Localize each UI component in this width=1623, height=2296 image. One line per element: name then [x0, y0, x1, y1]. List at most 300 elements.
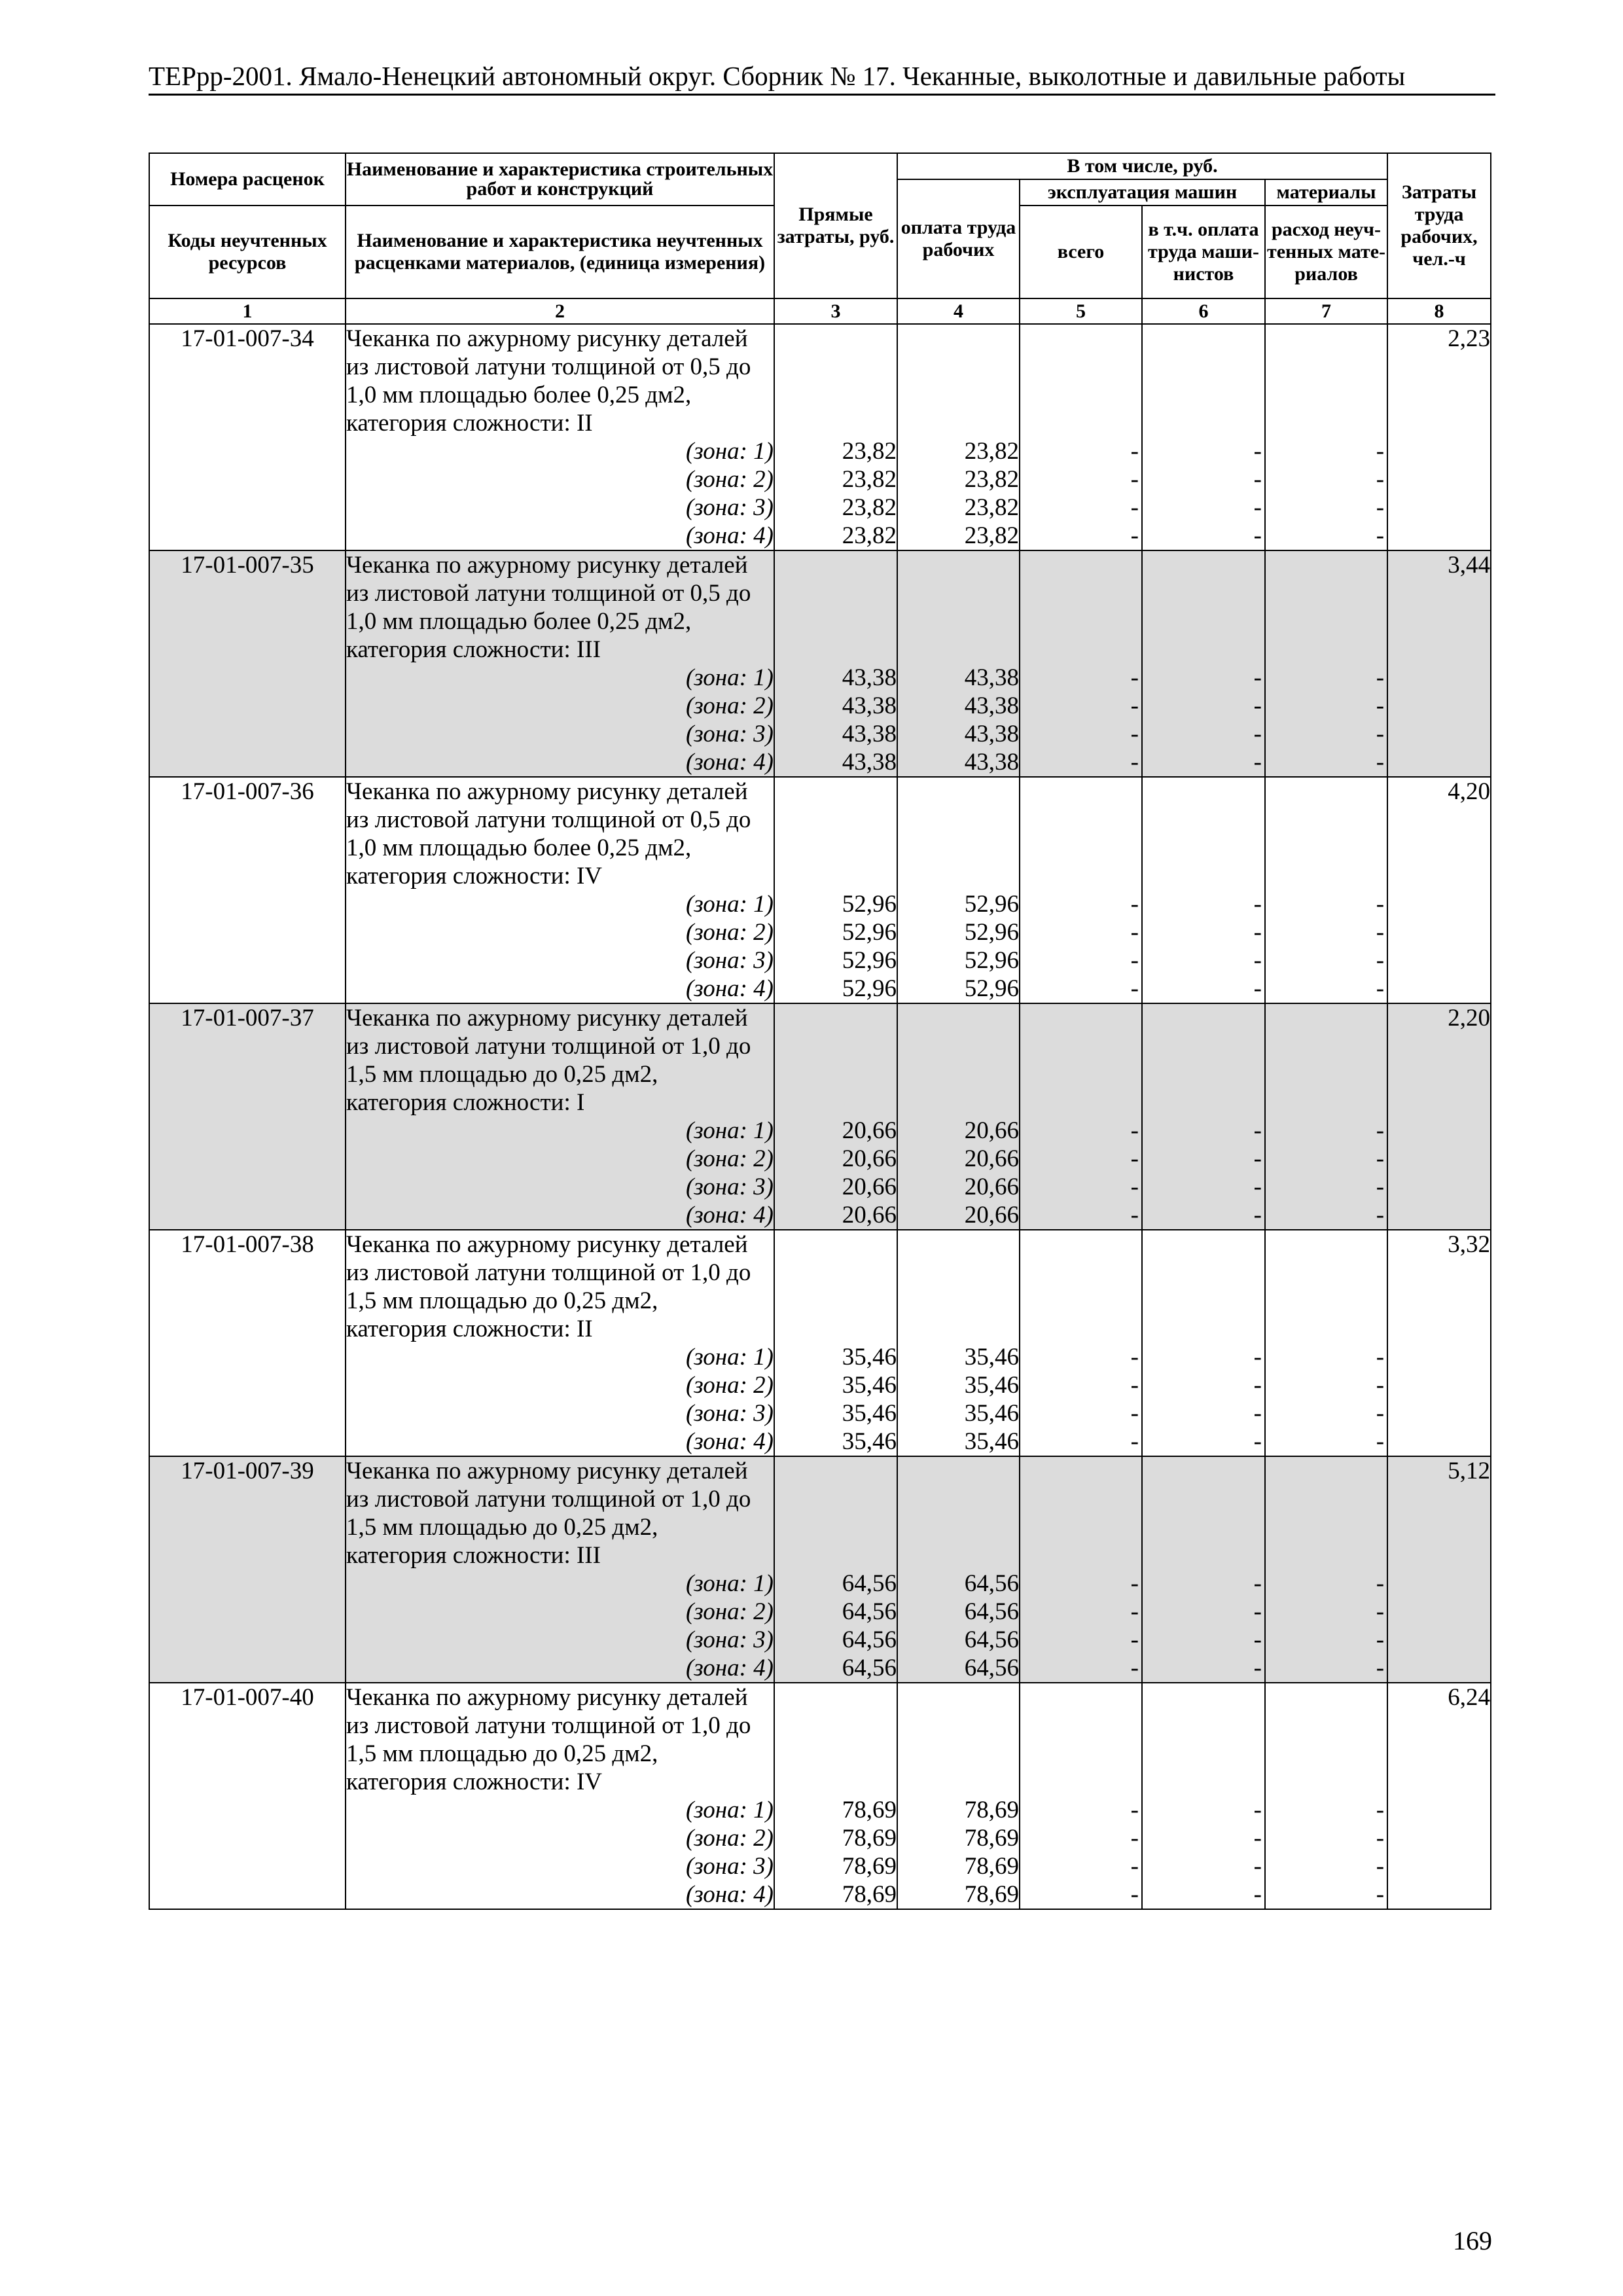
spacer	[1266, 353, 1387, 381]
spacer	[1143, 636, 1264, 664]
zone-label: (зона: 1)	[685, 438, 774, 465]
rate-code-cell	[149, 324, 346, 550]
description-line: категория сложности: IV	[346, 1768, 603, 1795]
spacer	[775, 806, 897, 834]
spacer	[1143, 607, 1264, 636]
spacer	[898, 1230, 1019, 1259]
spacer	[1143, 1768, 1264, 1796]
spacer	[898, 551, 1019, 579]
workers-wages-value: 52,96	[964, 891, 1019, 918]
direct-cost-cell	[774, 777, 897, 1003]
machines-total-value: -	[1130, 721, 1139, 747]
zone-label: (зона: 4)	[685, 1881, 774, 1908]
spacer	[898, 1287, 1019, 1315]
description-line: категория сложности: II	[346, 410, 593, 437]
spacer	[1020, 1060, 1141, 1088]
spacer	[775, 353, 897, 381]
direct-cost-cell	[774, 1003, 897, 1230]
materials-usage-cell	[1265, 1683, 1387, 1909]
spacer	[775, 1259, 897, 1287]
table-row	[149, 1456, 1491, 1683]
machines-total-value: -	[1130, 1626, 1139, 1653]
spacer	[1020, 1712, 1141, 1740]
spacer	[1266, 1287, 1387, 1315]
materials-usage-cell	[1265, 1456, 1387, 1683]
spacer	[898, 1712, 1019, 1740]
operators-wages-cell	[1142, 1003, 1265, 1230]
header-materials-name: Наименование и характеристика неучтенных расценками материалов, (единица измерения)	[346, 206, 774, 298]
spacer	[1266, 1315, 1387, 1343]
machines-total-value: -	[1130, 947, 1139, 974]
spacer	[1020, 1004, 1141, 1032]
labor-cost-cell	[1387, 777, 1491, 1003]
spacer	[1143, 834, 1264, 862]
labor-cost-cell	[1387, 1003, 1491, 1230]
materials-usage-value: -	[1376, 1853, 1385, 1880]
spacer	[1020, 325, 1141, 353]
materials-usage-value: -	[1376, 749, 1385, 776]
operators-wages-value: -	[1253, 438, 1262, 465]
description-line: категория сложности: I	[346, 1089, 585, 1116]
operators-wages-value: -	[1253, 1881, 1262, 1908]
materials-usage-value: -	[1376, 1598, 1385, 1625]
direct-cost-value: 64,56	[842, 1655, 897, 1681]
operators-wages-value: -	[1253, 1174, 1262, 1200]
spacer	[775, 636, 897, 664]
machines-total-value: -	[1130, 749, 1139, 776]
description-line: Чеканка по ажурному рисунку деталей	[346, 1005, 748, 1031]
spacer	[775, 579, 897, 607]
column-number: 4	[897, 298, 1020, 324]
description-line: из листовой латуни толщиной от 1,0 до	[346, 1033, 751, 1060]
description-line: из листовой латуни толщиной от 1,0 до	[346, 1712, 751, 1739]
direct-cost-cell	[774, 1456, 897, 1683]
direct-cost-value: 23,82	[842, 466, 897, 493]
materials-usage-value: -	[1376, 494, 1385, 521]
workers-wages-value: 52,96	[964, 975, 1019, 1002]
machines-total-value: -	[1130, 1428, 1139, 1455]
spacer	[775, 551, 897, 579]
description-line: Чеканка по ажурному рисунку деталей	[346, 1231, 748, 1258]
workers-wages-value: 64,56	[964, 1570, 1019, 1597]
spacer	[1143, 579, 1264, 607]
column-number: 6	[1142, 298, 1265, 324]
direct-cost-cell	[774, 324, 897, 550]
spacer	[898, 1485, 1019, 1513]
workers-wages-value: 43,38	[964, 664, 1019, 691]
materials-usage-value: -	[1376, 947, 1385, 974]
rate-code: 17-01-007-36	[181, 778, 314, 805]
description-line: 1,0 мм площадью более 0,25 дм2,	[346, 834, 692, 861]
direct-cost-value: 64,56	[842, 1626, 897, 1653]
materials-usage-value: -	[1376, 1797, 1385, 1823]
spacer	[898, 409, 1019, 437]
description-cell	[346, 1230, 774, 1456]
table-row	[149, 550, 1491, 777]
zone-label: (зона: 1)	[685, 1117, 774, 1144]
spacer	[898, 1513, 1019, 1541]
description-line: Чеканка по ажурному рисунку деталей	[346, 778, 748, 805]
description-line: категория сложности: III	[346, 636, 601, 663]
operators-wages-value: -	[1253, 1797, 1262, 1823]
zone-label: (зона: 1)	[685, 891, 774, 918]
workers-wages-cell	[897, 324, 1020, 550]
materials-usage-cell	[1265, 550, 1387, 777]
column-number: 8	[1387, 298, 1491, 324]
description-cell	[346, 1456, 774, 1683]
spacer	[1143, 1060, 1264, 1088]
spacer	[1143, 1712, 1264, 1740]
spacer	[775, 1712, 897, 1740]
spacer	[775, 1004, 897, 1032]
labor-cost-value: 2,23	[1448, 325, 1491, 352]
spacer	[898, 353, 1019, 381]
spacer	[898, 579, 1019, 607]
workers-wages-value: 52,96	[964, 919, 1019, 946]
operators-wages-value: -	[1253, 749, 1262, 776]
direct-cost-value: 35,46	[842, 1344, 897, 1371]
zone-label: (зона: 3)	[685, 1174, 774, 1200]
machines-total-cell	[1020, 550, 1142, 777]
materials-usage-value: -	[1376, 891, 1385, 918]
spacer	[775, 1287, 897, 1315]
workers-wages-value: 35,46	[964, 1428, 1019, 1455]
spacer	[1020, 353, 1141, 381]
spacer	[1020, 381, 1141, 409]
machines-total-value: -	[1130, 1400, 1139, 1427]
spacer	[1143, 1541, 1264, 1570]
operators-wages-value: -	[1253, 466, 1262, 493]
direct-cost-value: 78,69	[842, 1853, 897, 1880]
workers-wages-value: 64,56	[964, 1655, 1019, 1681]
materials-usage-value: -	[1376, 438, 1385, 465]
direct-cost-value: 78,69	[842, 1825, 897, 1852]
spacer	[1143, 1004, 1264, 1032]
workers-wages-value: 43,38	[964, 749, 1019, 776]
spacer	[1143, 1513, 1264, 1541]
spacer	[1266, 1485, 1387, 1513]
labor-cost-cell	[1387, 1683, 1491, 1909]
zone-label: (зона: 3)	[685, 1626, 774, 1653]
spacer	[775, 1541, 897, 1570]
spacer	[775, 1032, 897, 1060]
spacer	[1020, 607, 1141, 636]
operators-wages-cell	[1142, 777, 1265, 1003]
spacer	[1020, 1457, 1141, 1485]
direct-cost-value: 43,38	[842, 692, 897, 719]
workers-wages-value: 35,46	[964, 1400, 1019, 1427]
spacer	[1266, 1683, 1387, 1712]
workers-wages-value: 78,69	[964, 1797, 1019, 1823]
zone-label: (зона: 1)	[685, 1797, 774, 1823]
spacer	[1020, 1740, 1141, 1768]
labor-cost-value: 6,24	[1448, 1684, 1491, 1711]
column-number: 7	[1265, 298, 1387, 324]
operators-wages-value: -	[1253, 1428, 1262, 1455]
operators-wages-value: -	[1253, 1570, 1262, 1597]
direct-cost-value: 23,82	[842, 438, 897, 465]
spacer	[1143, 551, 1264, 579]
labor-cost-value: 4,20	[1448, 778, 1491, 805]
column-number: 1	[149, 298, 346, 324]
spacer	[1266, 1259, 1387, 1287]
machines-total-cell	[1020, 1230, 1142, 1456]
workers-wages-value: 23,82	[964, 522, 1019, 549]
rate-code-cell	[149, 1230, 346, 1456]
spacer	[1266, 1712, 1387, 1740]
spacer	[1143, 1287, 1264, 1315]
zone-label: (зона: 1)	[685, 1570, 774, 1597]
spacer	[1143, 381, 1264, 409]
workers-wages-value: 78,69	[964, 1881, 1019, 1908]
column-number: 5	[1020, 298, 1142, 324]
workers-wages-value: 20,66	[964, 1174, 1019, 1200]
spacer	[898, 1768, 1019, 1796]
spacer	[1020, 1485, 1141, 1513]
materials-usage-value: -	[1376, 1570, 1385, 1597]
description-line: 1,5 мм площадью до 0,25 дм2,	[346, 1287, 658, 1314]
spacer	[898, 1032, 1019, 1060]
operators-wages-cell	[1142, 1230, 1265, 1456]
materials-usage-value: -	[1376, 1145, 1385, 1172]
spacer	[898, 834, 1019, 862]
description-line: Чеканка по ажурному рисунку деталей	[346, 1684, 748, 1711]
spacer	[1266, 636, 1387, 664]
rates-table	[149, 152, 1491, 1910]
spacer	[1266, 1060, 1387, 1088]
description-cell	[346, 324, 774, 550]
labor-cost-cell	[1387, 1456, 1491, 1683]
direct-cost-value: 78,69	[842, 1797, 897, 1823]
workers-wages-cell	[897, 1683, 1020, 1909]
direct-cost-value: 52,96	[842, 891, 897, 918]
description-cell	[346, 550, 774, 777]
machines-total-value: -	[1130, 1655, 1139, 1681]
spacer	[1143, 1259, 1264, 1287]
machines-total-value: -	[1130, 494, 1139, 521]
direct-cost-value: 43,38	[842, 664, 897, 691]
spacer	[1143, 353, 1264, 381]
spacer	[1143, 1683, 1264, 1712]
operators-wages-value: -	[1253, 721, 1262, 747]
table-body	[149, 324, 1491, 1909]
materials-usage-value: -	[1376, 1372, 1385, 1399]
spacer	[1143, 1740, 1264, 1768]
description-line: категория сложности: IV	[346, 863, 603, 889]
machines-total-value: -	[1130, 1825, 1139, 1852]
machines-total-value: -	[1130, 1881, 1139, 1908]
workers-wages-value: 64,56	[964, 1598, 1019, 1625]
machines-total-value: -	[1130, 975, 1139, 1002]
spacer	[898, 1457, 1019, 1485]
spacer	[1020, 1230, 1141, 1259]
workers-wages-value: 78,69	[964, 1825, 1019, 1852]
spacer	[1266, 1513, 1387, 1541]
machines-total-cell	[1020, 1456, 1142, 1683]
machines-total-value: -	[1130, 466, 1139, 493]
spacer	[1020, 409, 1141, 437]
spacer	[1143, 778, 1264, 806]
spacer	[1266, 381, 1387, 409]
workers-wages-value: 35,46	[964, 1344, 1019, 1371]
operators-wages-value: -	[1253, 1626, 1262, 1653]
zone-label: (зона: 3)	[685, 494, 774, 521]
table-row	[149, 324, 1491, 550]
spacer	[775, 381, 897, 409]
spacer	[1266, 1032, 1387, 1060]
zone-label: (зона: 4)	[685, 749, 774, 776]
labor-cost-value: 2,20	[1448, 1005, 1491, 1031]
header-rate-numbers: Номера расценок	[149, 153, 346, 206]
spacer	[1143, 806, 1264, 834]
spacer	[775, 1485, 897, 1513]
operators-wages-value: -	[1253, 1598, 1262, 1625]
spacer	[775, 834, 897, 862]
rate-code-cell	[149, 1003, 346, 1230]
spacer	[1143, 1485, 1264, 1513]
spacer	[775, 1513, 897, 1541]
description-line: категория сложности: III	[346, 1542, 601, 1569]
table-row	[149, 777, 1491, 1003]
machines-total-value: -	[1130, 1372, 1139, 1399]
labor-cost-value: 5,12	[1448, 1458, 1491, 1484]
direct-cost-value: 23,82	[842, 522, 897, 549]
rate-code: 17-01-007-40	[181, 1684, 314, 1711]
zone-label: (зона: 1)	[685, 1344, 774, 1371]
description-line: из листовой латуни толщиной от 1,0 до	[346, 1486, 751, 1513]
operators-wages-value: -	[1253, 1117, 1262, 1144]
operators-wages-value: -	[1253, 1655, 1262, 1681]
machines-total-value: -	[1130, 1598, 1139, 1625]
header-workers-wages: оплата труда рабочих	[897, 179, 1020, 298]
operators-wages-value: -	[1253, 1400, 1262, 1427]
materials-usage-value: -	[1376, 1117, 1385, 1144]
spacer	[1143, 1032, 1264, 1060]
workers-wages-cell	[897, 1230, 1020, 1456]
header-machines-total: всего	[1020, 206, 1142, 298]
direct-cost-value: 20,66	[842, 1145, 897, 1172]
operators-wages-value: -	[1253, 975, 1262, 1002]
spacer	[898, 1315, 1019, 1343]
spacer	[775, 1457, 897, 1485]
zone-label: (зона: 3)	[685, 1400, 774, 1427]
direct-cost-value: 52,96	[842, 947, 897, 974]
description-line: 1,5 мм площадью до 0,25 дм2,	[346, 1514, 658, 1541]
materials-usage-value: -	[1376, 919, 1385, 946]
description-line: 1,5 мм площадью до 0,25 дм2,	[346, 1061, 658, 1088]
direct-cost-value: 20,66	[842, 1202, 897, 1229]
spacer	[1020, 1541, 1141, 1570]
direct-cost-value: 23,82	[842, 494, 897, 521]
spacer	[1266, 1230, 1387, 1259]
operators-wages-value: -	[1253, 1853, 1262, 1880]
zone-label: (зона: 2)	[685, 1372, 774, 1399]
spacer	[1266, 778, 1387, 806]
spacer	[1266, 579, 1387, 607]
workers-wages-value: 35,46	[964, 1372, 1019, 1399]
spacer	[1143, 409, 1264, 437]
materials-usage-value: -	[1376, 1626, 1385, 1653]
direct-cost-value: 64,56	[842, 1570, 897, 1597]
machines-total-value: -	[1130, 1853, 1139, 1880]
spacer	[775, 1315, 897, 1343]
workers-wages-value: 20,66	[964, 1202, 1019, 1229]
description-line: 1,0 мм площадью более 0,25 дм2,	[346, 382, 692, 408]
labor-cost-cell	[1387, 324, 1491, 550]
operators-wages-value: -	[1253, 1145, 1262, 1172]
spacer	[775, 325, 897, 353]
machines-total-value: -	[1130, 1202, 1139, 1229]
spacer	[775, 1230, 897, 1259]
operators-wages-value: -	[1253, 919, 1262, 946]
operators-wages-value: -	[1253, 692, 1262, 719]
spacer	[898, 1541, 1019, 1570]
machines-total-value: -	[1130, 1117, 1139, 1144]
header-rule	[149, 94, 1495, 96]
materials-usage-value: -	[1376, 721, 1385, 747]
table-row	[149, 1683, 1491, 1909]
operators-wages-cell	[1142, 1456, 1265, 1683]
labor-cost-value: 3,32	[1448, 1231, 1491, 1258]
description-line: из листовой латуни толщиной от 0,5 до	[346, 806, 751, 833]
workers-wages-value: 43,38	[964, 692, 1019, 719]
spacer	[898, 778, 1019, 806]
materials-usage-value: -	[1376, 692, 1385, 719]
spacer	[1020, 1287, 1141, 1315]
table-row	[149, 1003, 1491, 1230]
spacer	[898, 1060, 1019, 1088]
spacer	[1266, 1004, 1387, 1032]
spacer	[775, 778, 897, 806]
labor-cost-cell	[1387, 550, 1491, 777]
rate-code: 17-01-007-37	[181, 1005, 314, 1031]
zone-label: (зона: 2)	[685, 692, 774, 719]
description-line: Чеканка по ажурному рисунку деталей	[346, 325, 748, 352]
description-cell	[346, 1683, 774, 1909]
zone-label: (зона: 4)	[685, 522, 774, 549]
spacer	[1020, 551, 1141, 579]
machines-total-value: -	[1130, 1570, 1139, 1597]
spacer	[898, 636, 1019, 664]
column-number: 2	[346, 298, 774, 324]
spacer	[775, 1683, 897, 1712]
rate-code-cell	[149, 1683, 346, 1909]
spacer	[1020, 636, 1141, 664]
spacer	[1266, 1768, 1387, 1796]
machines-total-value: -	[1130, 692, 1139, 719]
machines-total-value: -	[1130, 1174, 1139, 1200]
rate-code-cell	[149, 777, 346, 1003]
spacer	[1020, 1259, 1141, 1287]
operators-wages-value: -	[1253, 1372, 1262, 1399]
materials-usage-cell	[1265, 1230, 1387, 1456]
direct-cost-value: 78,69	[842, 1881, 897, 1908]
spacer	[1020, 1032, 1141, 1060]
spacer	[1143, 1457, 1264, 1485]
workers-wages-cell	[897, 1003, 1020, 1230]
description-line: из листовой латуни толщиной от 0,5 до	[346, 353, 751, 380]
workers-wages-value: 52,96	[964, 947, 1019, 974]
spacer	[1020, 1315, 1141, 1343]
description-line: из листовой латуни толщиной от 1,0 до	[346, 1259, 751, 1286]
operators-wages-value: -	[1253, 522, 1262, 549]
spacer	[898, 1088, 1019, 1117]
header-operators-wages: в т.ч. оплата труда маши-нистов	[1142, 206, 1265, 298]
spacer	[1143, 325, 1264, 353]
page-header-title: ТЕРрр-2001. Ямало-Ненецкий автономный округ. Сборник № 17. Чеканные, выколотные и давильные работы	[149, 61, 1406, 91]
zone-label: (зона: 4)	[685, 1655, 774, 1681]
description-line: из листовой латуни толщиной от 0,5 до	[346, 580, 751, 607]
